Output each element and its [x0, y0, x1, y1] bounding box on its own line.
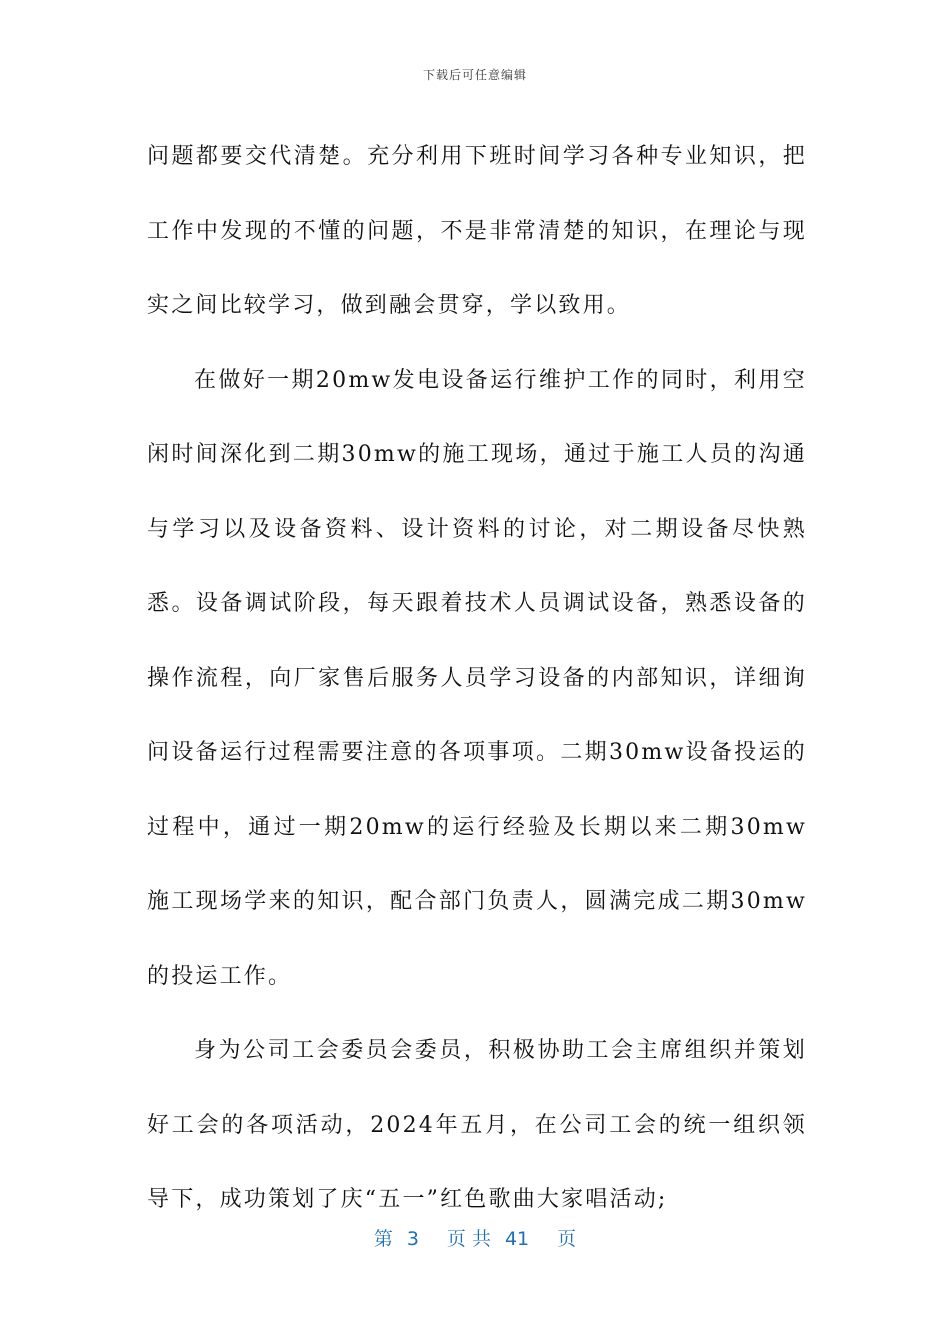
footer-page-number: 3	[406, 1228, 419, 1250]
document-body	[147, 120, 807, 1238]
footer-prefix: 第	[373, 1228, 393, 1250]
page-footer	[0, 1224, 950, 1251]
paragraph-1: 问题都要交代清楚。充分利用下班时间学习各种专业知识，把工作中发现的不懂的问题，不是非常清楚的知识，在理论与现实之间比较学习，做到融会贯穿，学以致用。	[147, 144, 807, 318]
paragraph-3: 身为公司工会委员会委员，积极协助工会主席组织并策划好工会的各项活动，2024年五月，在公司工会的统一组织领导下，成功策划了庆“五一”红色歌曲大家唱活动;	[147, 1038, 807, 1212]
footer-middle: 页 共	[446, 1228, 491, 1250]
header-note: 下载后可任意编辑	[422, 68, 527, 82]
paragraph-2: 在做好一期20mw发电设备运行维护工作的同时，利用空闲时间深化到二期30mw的施工现场，通过于施工人员的沟通与学习以及设备资料、设计资料的讨论，对二期设备尽快熟悉。设备调试阶段，每天跟着技术人员调试设备，熟悉设备的操作流程，向厂家售后服务人员学习设备的内部知识，详细询问设备运行过程需要注意的各项事项。二期30mw设备投运的过程中，通过一期20mw的运行经验及长期以来二期30mw施工现场学来的知识，配合部门负责人，圆满完成二期30mw的投运工作。	[147, 367, 807, 989]
footer-total-pages: 41	[504, 1228, 530, 1250]
footer-suffix: 页	[557, 1228, 577, 1250]
